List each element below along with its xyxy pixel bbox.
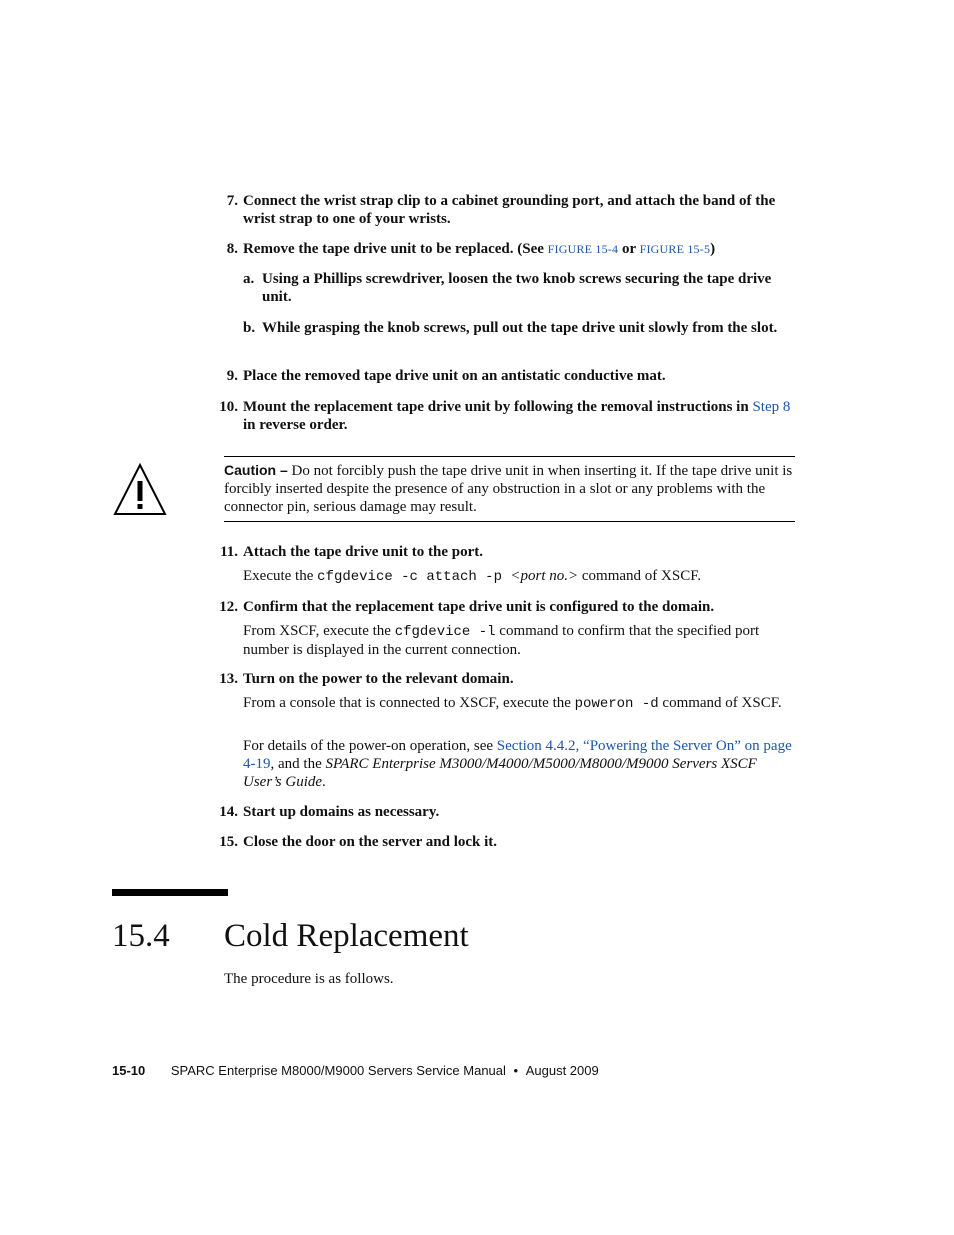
caution-text: [224, 461, 795, 516]
step-number: 15.: [219, 834, 238, 850]
step-text: Start up domains as necessary.: [243, 804, 440, 820]
caution-bottom-rule: [224, 521, 795, 522]
step-text: [243, 398, 796, 434]
step-text-part: or: [618, 241, 640, 257]
body-text: For details of the power-on operation, see: [243, 738, 497, 754]
body-text: command of XSCF.: [578, 568, 702, 584]
step-text: Confirm that the replacement tape drive unit is configured to the domain.: [243, 599, 715, 615]
step-13-body-1: [243, 694, 796, 713]
step-text: Connect the wrist strap clip to a cabinet grounding port, and attach the band of the wrist strap to one of your wrists.: [243, 193, 776, 227]
step-text-part: Remove the tape drive unit to be replaced. (See: [243, 241, 548, 257]
footer-bullet: •: [513, 1063, 519, 1078]
page-number: 15-10: [112, 1063, 146, 1078]
figure-15-4-link[interactable]: FIGURE 15-4: [547, 242, 619, 256]
substep-text: Using a Phillips screwdriver, loosen the two knob screws securing the tape drive unit.: [262, 271, 772, 305]
command-code: cfgdevice -l: [394, 624, 496, 640]
command-code: poweron -d: [574, 696, 659, 712]
caution-label: Caution –: [224, 462, 288, 478]
step-text: [243, 240, 796, 258]
section-intro: The procedure is as follows.: [224, 971, 394, 987]
section-number: 15.4: [112, 918, 170, 954]
step-text: Place the removed tape drive unit on an antistatic conductive mat.: [243, 368, 666, 384]
section-4-4-2-link[interactable]: Section 4.4.2, “Powering the Server On” on page 4-19: [243, 738, 792, 772]
step-number: 12.: [219, 599, 238, 615]
step-8-link[interactable]: Step 8: [752, 399, 791, 415]
guide-title: SPARC Enterprise M3000/M4000/M5000/M8000/M9000 Servers XSCF User’s Guide: [243, 756, 757, 790]
step-number: 7.: [226, 193, 238, 209]
caution-body: Do not forcibly push the tape drive unit in when inserting it. If the tape drive unit is forcibly inserted despite the presence of any obstruction in a slot or any problems with the connector pin, serious damage may result.: [224, 463, 793, 515]
body-text: From a console that is connected to XSCF, execute the: [243, 695, 575, 711]
footer: [112, 1063, 599, 1079]
section-title: Cold Replacement: [224, 918, 469, 954]
body-text: command of XSCF.: [658, 695, 782, 711]
step-number: 8.: [226, 241, 238, 257]
body-text: From XSCF, execute the: [243, 623, 395, 639]
step-11-body: [243, 567, 796, 586]
step-12-body: [243, 622, 796, 659]
substep-letter: b.: [243, 320, 256, 336]
substep-text: While grasping the knob screws, pull out the tape drive unit slowly from the slot.: [262, 320, 778, 336]
step-text-part: in reverse order.: [243, 417, 348, 433]
step-text-part: Mount the replacement tape drive unit by following the removal instructions in: [243, 399, 753, 415]
body-text: , and the: [270, 756, 326, 772]
substep-letter: a.: [243, 271, 255, 287]
step-number: 14.: [219, 804, 238, 820]
step-text: Attach the tape drive unit to the port.: [243, 544, 483, 560]
body-text: .: [322, 774, 326, 790]
step-13-body-2: [243, 737, 796, 791]
section-rule: [112, 889, 228, 896]
step-text-part: ): [710, 241, 716, 257]
step-number: 10.: [219, 399, 238, 415]
warning-icon: [112, 462, 168, 516]
step-number: 9.: [226, 368, 238, 384]
figure-15-5-link[interactable]: FIGURE 15-5: [639, 242, 711, 256]
manual-title: SPARC Enterprise M8000/M9000 Servers Service Manual: [170, 1063, 506, 1078]
body-text: Execute the: [243, 568, 318, 584]
caution-top-rule: [224, 456, 795, 457]
step-number: 11.: [220, 544, 238, 560]
step-text: Close the door on the server and lock it.: [243, 834, 498, 850]
command-argument: <port no.>: [510, 568, 579, 584]
step-number: 13.: [219, 671, 238, 687]
step-text: Turn on the power to the relevant domain.: [243, 671, 514, 687]
publication-date: August 2009: [525, 1063, 599, 1078]
command-code: cfgdevice -c attach -p: [317, 569, 511, 585]
body-text: command to confirm that the specified port number is displayed in the current connection.: [243, 623, 760, 658]
